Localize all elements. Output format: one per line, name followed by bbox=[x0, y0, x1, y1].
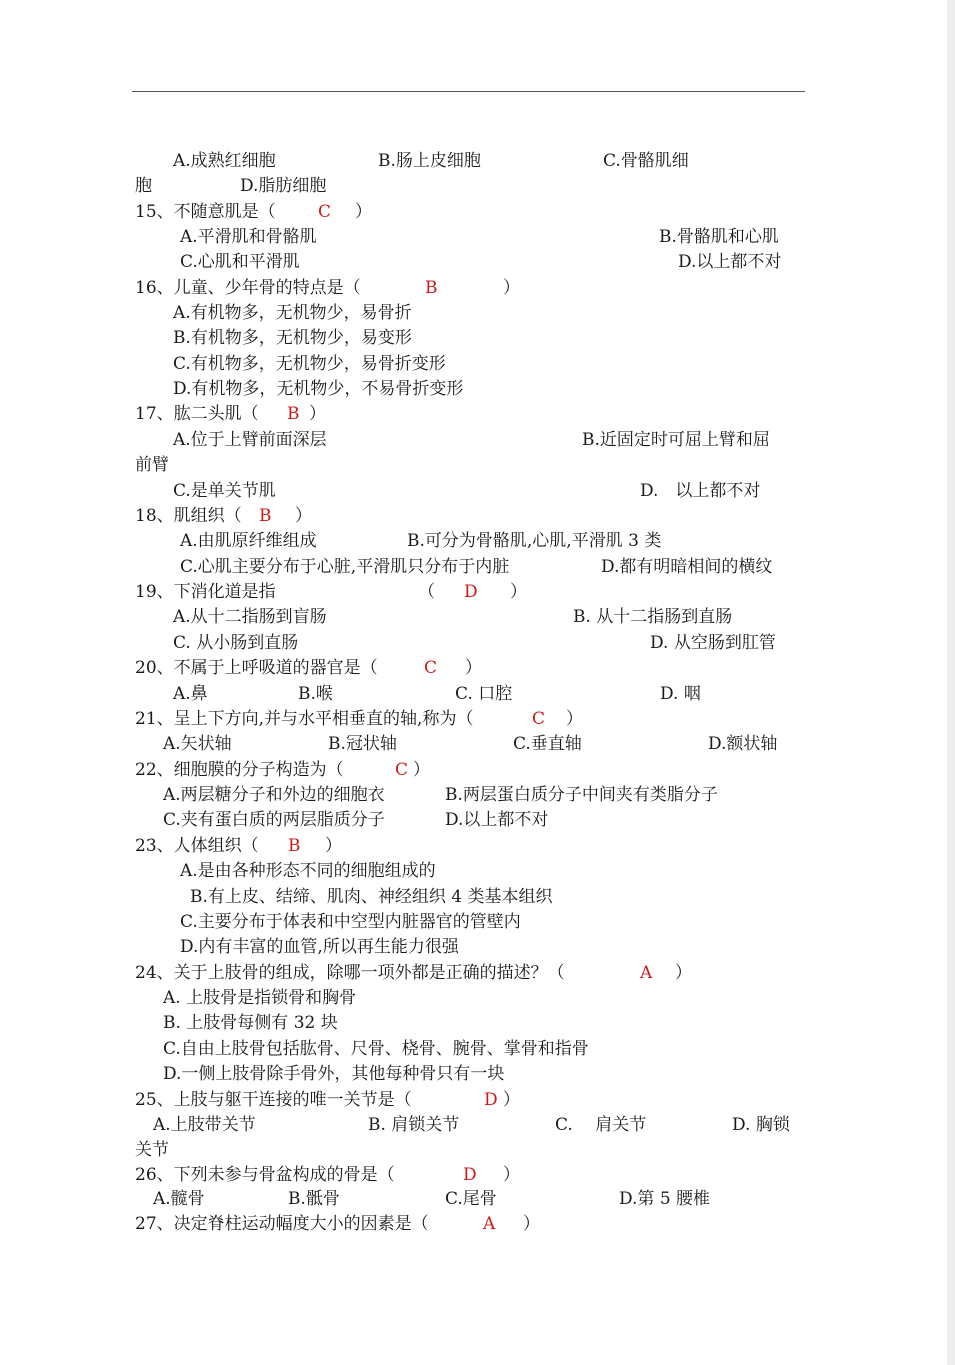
answer-mark: C bbox=[532, 709, 546, 729]
text-segment: 19、下消化道是指 bbox=[135, 582, 276, 602]
text-line bbox=[135, 960, 800, 986]
text-segment: （ bbox=[418, 582, 435, 602]
text-segment: B. 从十二指肠到直肠 bbox=[573, 607, 733, 627]
text-segment: 胞 bbox=[135, 176, 152, 196]
text-segment: 26、下列未参与骨盆构成的骨是（ bbox=[135, 1165, 395, 1185]
text-line bbox=[135, 325, 800, 351]
text-line bbox=[135, 782, 800, 808]
text-segment: ） bbox=[465, 658, 482, 678]
text-segment: D.有机物多，无机物少，不易骨折变形 bbox=[173, 379, 464, 399]
text-line bbox=[135, 300, 800, 326]
text-segment: B. 肩锁关节 bbox=[368, 1115, 460, 1135]
text-line bbox=[135, 1036, 800, 1062]
text-segment: ） bbox=[503, 1090, 520, 1110]
text-segment: B.冠状轴 bbox=[328, 734, 397, 754]
text-line bbox=[135, 173, 800, 199]
text-segment: B.喉 bbox=[298, 684, 333, 704]
answer-mark: D bbox=[464, 582, 478, 602]
text-segment: B.有机物多，无机物少，易变形 bbox=[173, 328, 412, 348]
text-line bbox=[135, 604, 800, 630]
text-segment: C.是单关节肌 bbox=[173, 481, 276, 501]
text-line bbox=[135, 427, 800, 453]
text-segment: 关节 bbox=[135, 1140, 169, 1160]
text-segment: D.一侧上肢骨除手骨外，其他每种骨只有一块 bbox=[163, 1064, 505, 1084]
text-segment: 22、细胞膜的分子构造为（ bbox=[135, 760, 344, 780]
text-segment: C.有机物多，无机物少，易骨折变形 bbox=[173, 354, 446, 374]
text-segment: C.主要分布于体表和中空型内脏器官的管壁内 bbox=[180, 912, 521, 932]
answer-mark: C bbox=[424, 658, 438, 678]
text-segment: 27、决定脊柱运动幅度大小的因素是（ bbox=[135, 1214, 429, 1234]
text-line bbox=[135, 858, 800, 884]
text-segment: 15、不随意肌是（ bbox=[135, 202, 276, 222]
text-segment: ） bbox=[355, 202, 372, 222]
text-segment: C. 从小肠到直肠 bbox=[173, 633, 299, 653]
text-line bbox=[135, 833, 800, 859]
answer-mark: C bbox=[395, 760, 409, 780]
text-segment: B.骶骨 bbox=[288, 1189, 340, 1209]
text-segment: C.骨骼肌细 bbox=[603, 151, 689, 171]
text-segment: C. 口腔 bbox=[455, 684, 513, 704]
text-segment: 17、肱二头肌（ bbox=[135, 404, 259, 424]
text-segment: ） bbox=[325, 836, 342, 856]
text-segment: A.矢状轴 bbox=[163, 734, 232, 754]
text-line bbox=[135, 376, 800, 402]
answer-mark: B bbox=[259, 506, 272, 526]
text-line bbox=[135, 275, 800, 301]
text-segment: D.都有明暗相间的横纹 bbox=[601, 557, 773, 577]
text-segment: A.从十二指肠到盲肠 bbox=[173, 607, 327, 627]
text-segment: A.由肌原纤维组成 bbox=[180, 531, 317, 551]
text-segment: A.位于上臂前面深层 bbox=[173, 430, 327, 450]
text-segment: D.以上都不对 bbox=[678, 252, 782, 272]
text-segment: ） bbox=[309, 404, 326, 424]
text-segment: C.尾骨 bbox=[445, 1189, 497, 1209]
text-line bbox=[135, 884, 800, 910]
text-line bbox=[135, 1211, 800, 1237]
text-segment: 20、不属于上呼吸道的器官是（ bbox=[135, 658, 378, 678]
text-segment: D. 咽 bbox=[660, 684, 701, 704]
text-line bbox=[135, 1162, 800, 1188]
text-line bbox=[135, 199, 800, 225]
text-line bbox=[135, 478, 800, 504]
text-segment: D.内有丰富的血管,所以再生能力很强 bbox=[180, 937, 459, 957]
text-segment: B.肠上皮细胞 bbox=[378, 151, 481, 171]
text-line bbox=[135, 1087, 800, 1113]
answer-mark: B bbox=[288, 836, 301, 856]
text-segment: ） bbox=[413, 760, 430, 780]
text-segment: B.可分为骨骼肌,心肌,平滑肌 3 类 bbox=[407, 531, 662, 551]
answer-mark: B bbox=[425, 278, 438, 298]
text-line bbox=[135, 224, 800, 250]
answer-mark: D bbox=[484, 1090, 498, 1110]
text-line bbox=[135, 630, 800, 656]
text-segment: B.两层蛋白质分子中间夹有类脂分子 bbox=[445, 785, 718, 805]
text-line bbox=[135, 1112, 800, 1138]
answer-mark: A bbox=[483, 1214, 496, 1234]
text-segment: C.心肌和平滑肌 bbox=[180, 252, 300, 272]
text-line bbox=[135, 681, 800, 707]
text-segment: C.自由上肢骨包括肱骨、尺骨、桡骨、腕骨、掌骨和指骨 bbox=[163, 1039, 589, 1059]
text-line bbox=[135, 1061, 800, 1087]
text-segment: A.有机物多，无机物少，易骨折 bbox=[173, 303, 412, 323]
text-line bbox=[135, 452, 800, 478]
text-segment: A.是由各种形态不同的细胞组成的 bbox=[180, 861, 436, 881]
text-segment: 24、关于上肢骨的组成，除哪一项外都是正确的描述？（ bbox=[135, 963, 565, 983]
text-line bbox=[135, 351, 800, 377]
text-line bbox=[135, 1186, 800, 1212]
text-segment: 25、上肢与躯干连接的唯一关节是（ bbox=[135, 1090, 412, 1110]
text-segment: A.平滑肌和骨骼肌 bbox=[180, 227, 317, 247]
answer-mark: B bbox=[287, 404, 300, 424]
text-line bbox=[135, 909, 800, 935]
text-segment: ） bbox=[503, 278, 520, 298]
text-line bbox=[135, 731, 800, 757]
text-segment: 18、肌组织（ bbox=[135, 506, 242, 526]
text-segment: ） bbox=[503, 1165, 520, 1185]
text-segment: B.有上皮、结缔、肌肉、神经组织 4 类基本组织 bbox=[190, 887, 553, 907]
text-segment: C. 肩关节 bbox=[555, 1115, 647, 1135]
text-segment: C.垂直轴 bbox=[513, 734, 582, 754]
text-segment: A.两层糖分子和外边的细胞衣 bbox=[163, 785, 385, 805]
text-line bbox=[135, 148, 800, 174]
text-segment: D.第 5 腰椎 bbox=[619, 1189, 711, 1209]
text-segment: C.夹有蛋白质的两层脂质分子 bbox=[163, 810, 385, 830]
text-segment: D. 胸锁 bbox=[732, 1115, 790, 1135]
text-segment: D.以上都不对 bbox=[445, 810, 549, 830]
text-segment: 16、儿童、少年骨的特点是（ bbox=[135, 278, 361, 298]
text-segment: C.心肌主要分布于心脏,平滑肌只分布于内脏 bbox=[180, 557, 510, 577]
text-line bbox=[135, 757, 800, 783]
text-line bbox=[135, 934, 800, 960]
text-line bbox=[135, 503, 800, 529]
text-segment: A.鼻 bbox=[173, 684, 208, 704]
text-line bbox=[135, 1137, 800, 1163]
text-line bbox=[135, 1010, 800, 1036]
text-segment: D. 从空肠到肛管 bbox=[650, 633, 776, 653]
text-segment: ） bbox=[295, 506, 312, 526]
text-segment: B. 上肢骨每侧有 32 块 bbox=[163, 1013, 338, 1033]
text-segment: D. 以上都不对 bbox=[640, 481, 761, 501]
text-segment: ） bbox=[510, 582, 527, 602]
text-segment: 21、呈上下方向,并与水平相垂直的轴,称为（ bbox=[135, 709, 474, 729]
answer-mark: A bbox=[640, 963, 653, 983]
text-line bbox=[135, 985, 800, 1011]
text-line bbox=[135, 655, 800, 681]
text-line bbox=[135, 706, 800, 732]
text-line bbox=[135, 554, 800, 580]
text-segment: A. 上肢骨是指锁骨和胸骨 bbox=[163, 988, 357, 1008]
text-segment: 前臂 bbox=[135, 455, 169, 475]
text-segment: B.骨骼肌和心肌 bbox=[659, 227, 779, 247]
text-segment: 23、人体组织（ bbox=[135, 836, 259, 856]
header-rule bbox=[132, 91, 805, 92]
text-line bbox=[135, 807, 800, 833]
text-segment: ） bbox=[675, 963, 692, 983]
text-segment: ） bbox=[566, 709, 583, 729]
text-segment: D.脂肪细胞 bbox=[240, 176, 327, 196]
text-line bbox=[135, 579, 800, 605]
answer-mark: D bbox=[463, 1165, 477, 1185]
text-segment: A.上肢带关节 bbox=[153, 1115, 256, 1135]
text-segment: D.额状轴 bbox=[708, 734, 778, 754]
answer-mark: C bbox=[318, 202, 332, 222]
text-segment: A.髋骨 bbox=[153, 1189, 205, 1209]
text-line bbox=[135, 249, 800, 275]
text-line bbox=[135, 528, 800, 554]
text-line bbox=[135, 401, 800, 427]
text-segment: ） bbox=[523, 1214, 540, 1234]
text-segment: A.成熟红细胞 bbox=[173, 151, 276, 171]
text-segment: B.近固定时可屈上臂和屈 bbox=[582, 430, 770, 450]
